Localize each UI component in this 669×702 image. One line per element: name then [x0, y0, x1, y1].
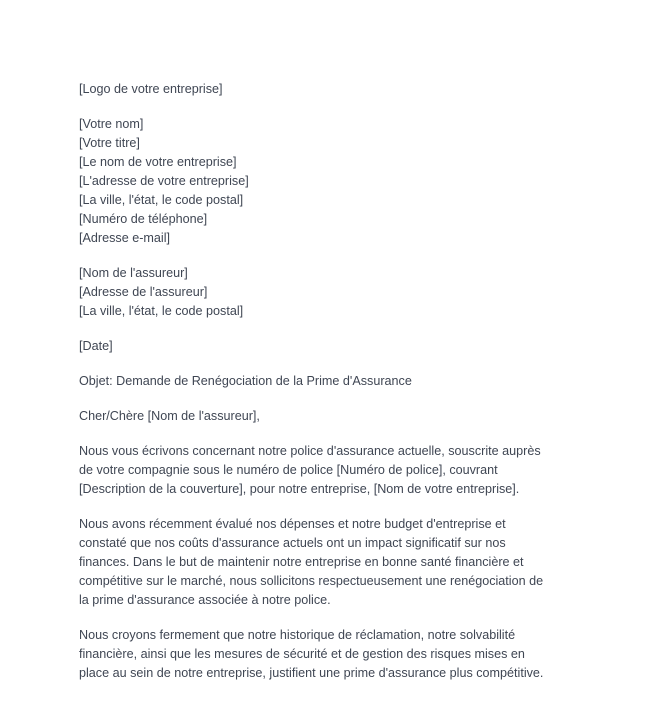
letter-document — [79, 80, 599, 699]
paragraph-line: Nous vous écrivons concernant notre police d'assurance actuelle, souscrite auprès — [79, 444, 541, 458]
paragraph-line: place au sein de notre entreprise, justifient une prime d'assurance plus compétitive. — [79, 666, 544, 680]
logo-placeholder — [79, 80, 599, 99]
recipient-street: [Adresse de l'assureur] — [79, 285, 208, 299]
sender-title: [Votre titre] — [79, 136, 140, 150]
recipient-city: [La ville, l'état, le code postal] — [79, 304, 244, 318]
paragraph-line: compétitive sur le marché, nous sollicitons respectueusement une renégociation de — [79, 574, 544, 588]
paragraph-line: constaté que nos coûts d'assurance actuels ont un impact significatif sur nos — [79, 536, 506, 550]
sender-address-block — [79, 115, 599, 248]
paragraph-line: [Description de la couverture], pour notre entreprise, [Nom de votre entreprise]. — [79, 482, 520, 496]
paragraph-line: la prime d'assurance associée à notre police. — [79, 593, 331, 607]
date-block — [79, 337, 599, 356]
paragraph-line: finances. Dans le but de maintenir notre entreprise en bonne santé financière et — [79, 555, 524, 569]
recipient-address-block — [79, 264, 599, 321]
sender-city: [La ville, l'état, le code postal] — [79, 193, 244, 207]
sender-name: [Votre nom] — [79, 117, 144, 131]
body-paragraph-3 — [79, 626, 599, 683]
letter-subject: Objet: Demande de Renégociation de la Prime d'Assurance — [79, 374, 412, 388]
recipient-name: [Nom de l'assureur] — [79, 266, 188, 280]
paragraph-line: de votre compagnie sous le numéro de police [Numéro de police], couvrant — [79, 463, 498, 477]
body-paragraph-2 — [79, 515, 599, 610]
sender-street: [L'adresse de votre entreprise] — [79, 174, 249, 188]
body-paragraph-1 — [79, 442, 599, 499]
sender-company: [Le nom de votre entreprise] — [79, 155, 237, 169]
paragraph-line: Nous croyons fermement que notre historique de réclamation, notre solvabilité — [79, 628, 516, 642]
paragraph-line: financière, ainsi que les mesures de sécurité et de gestion des risques mises en — [79, 647, 525, 661]
sender-email: [Adresse e-mail] — [79, 231, 170, 245]
salutation-block — [79, 407, 599, 426]
sender-phone: [Numéro de téléphone] — [79, 212, 208, 226]
paragraph-line: Nous avons récemment évalué nos dépenses et notre budget d'entreprise et — [79, 517, 506, 531]
subject-block — [79, 372, 599, 391]
logo-text: [Logo de votre entreprise] — [79, 82, 223, 96]
letter-salutation: Cher/Chère [Nom de l'assureur], — [79, 409, 260, 423]
letter-date: [Date] — [79, 339, 113, 353]
